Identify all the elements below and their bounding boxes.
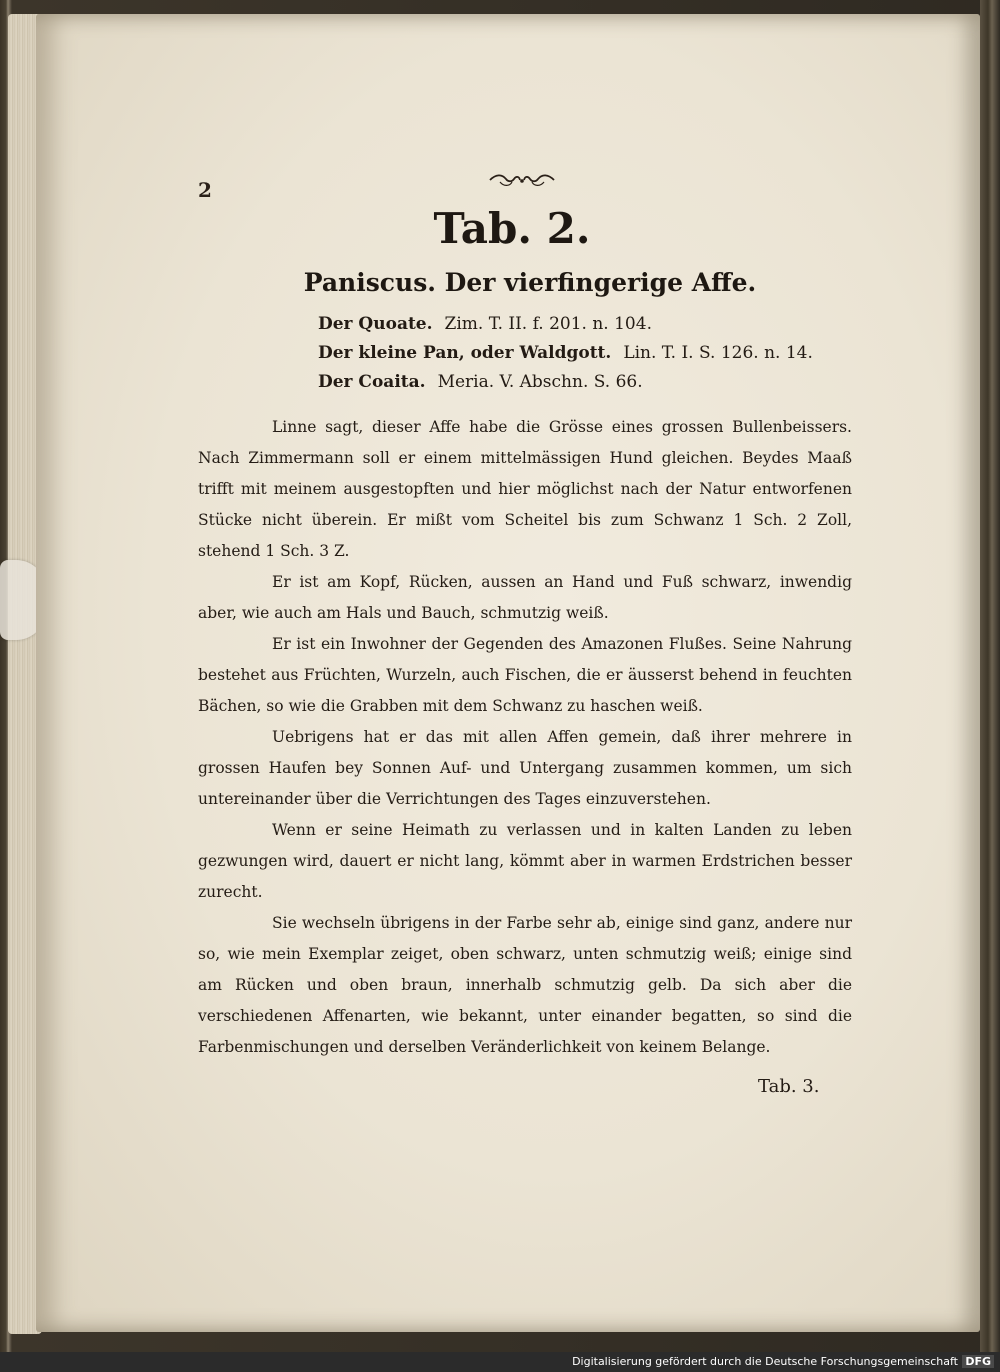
- plate-title: Tab. 2.: [433, 204, 591, 253]
- reference-line: [318, 368, 813, 397]
- reference-name: Der Coaita.: [318, 372, 426, 392]
- paragraph: Linne sagt, dieser Affe habe die Grösse eines grossen Bullenbeissers. Nach Zimmermann soll er einem mittelmässigen Hund gleichen. Beydes Maaß trifft mit meinem ausgestopften und hier möglichst nach der Natur entworfenen Stücke nicht überein. Er mißt vom Scheitel bis zum Schwanz 1 Sch. 2 Zoll, stehend 1 Sch. 3 Z.: [198, 418, 852, 560]
- paragraph: Uebrigens hat er das mit allen Affen gemein, daß ihrer mehrere in grossen Haufen bey Sonnen Auf- und Untergang zusammen kommen, um sich untereinander über die Verrichtungen des Tages einzuverstehen.: [198, 728, 852, 808]
- reference-name: Der kleine Pan, oder Waldgott.: [318, 343, 612, 363]
- paragraph: Wenn er seine Heimath zu verlassen und in kalten Landen zu leben gezwungen wird, dauert er nicht lang, kömmt aber in warmen Erdstrichen besser zurecht.: [198, 821, 852, 901]
- paragraph: Sie wechseln übrigens in der Farbe sehr ab, einige sind ganz, andere nur so, wie mein Exemplar zeiget, oben schwarz, unten schmutzig weiß; einige sind am Rücken und oben braun, innerhalb schmutzig gelb. Da sich aber die verschiedenen Affenarten, wie bekannt, unter einander begatten, so sind die Farbenmischungen und derselben Veränderlichkeit von keinem Belange.: [198, 914, 852, 1056]
- reference-line: [318, 310, 813, 339]
- printer-flourish-ornament-icon: [488, 170, 556, 190]
- paragraph: Er ist am Kopf, Rücken, aussen an Hand und Fuß schwarz, inwendig aber, wie auch am Hals und Bauch, schmutzig weiß.: [198, 573, 852, 622]
- footer-bar: [0, 1352, 1000, 1372]
- body-text: [198, 412, 852, 1063]
- species-subtitle: Paniscus. Der vierfingerige Affe.: [303, 268, 757, 297]
- page-number: 2: [198, 178, 212, 202]
- reference-line: [318, 339, 813, 368]
- reference-name: Der Quoate.: [318, 314, 433, 334]
- dfg-logo: DFG: [962, 1355, 994, 1368]
- reference-source: Zim. T. II. f. 201. n. 104.: [444, 314, 652, 334]
- footer-credit: Digitalisierung gefördert durch die Deutsche Forschungsgemeinschaft: [572, 1355, 958, 1368]
- paragraph: Er ist ein Inwohner der Gegenden des Amazonen Flußes. Seine Nahrung bestehet aus Früchten, Wurzeln, auch Fischen, die er äusserst behend in feuchten Bächen, so wie die Grabben mit dem Schwanz zu haschen weiß.: [198, 635, 852, 715]
- catchword: Tab. 3.: [758, 1076, 820, 1097]
- reference-source: Lin. T. I. S. 126. n. 14.: [623, 343, 813, 363]
- book-cover-edge: [980, 0, 1000, 1352]
- reference-source: Meria. V. Abschn. S. 66.: [437, 372, 643, 392]
- synonym-references: [318, 310, 813, 397]
